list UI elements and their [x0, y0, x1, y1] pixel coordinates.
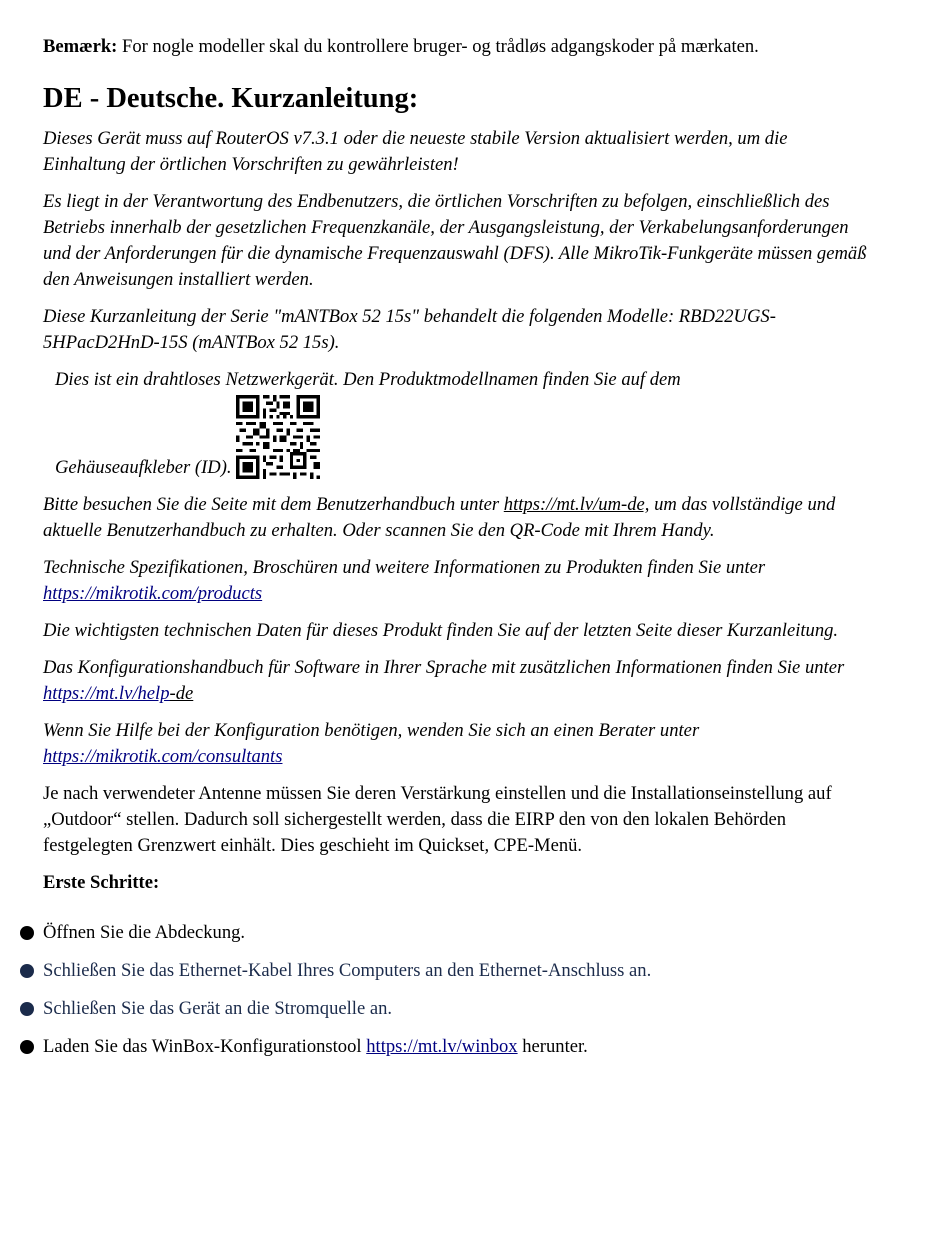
step-connect-ethernet: Schließen Sie das Ethernet-Kabel Ihres Computers an den Ethernet-Anschluss an. [43, 960, 652, 981]
list-item [43, 958, 873, 996]
paragraph-antenna-gain: Je nach verwendeter Antenne müssen Sie deren Verstärkung einstellen und die Installationseinstellung auf „Outdoor“ stellen. Dadurch soll sichergestellt werden, dass die EIRP den von den lokalen Behörden festgelegten Grenzwert einhält. Dies geschieht im Quickset, CPE-Menü. [43, 783, 832, 856]
section-heading: DE - Deutsche. Kurzanleitung: [43, 83, 419, 114]
note-label: Bemærk: [43, 36, 118, 57]
device-id-line-1: Dies ist ein drahtloses Netzwerkgerät. Den Produktmodellnamen finden Sie auf dem [55, 369, 681, 390]
paragraph-responsibility: Es liegt in der Verantwortung des Endbenutzers, die örtlichen Vorschriften zu befolgen, einschließlich des Betriebs innerhalb der gesetzlichen Frequenzkanäle, der Ausgangsleistung, der Verkabelungsanforderungen und der Anforderungen für die dynamische Frequenzauswahl (DFS). Alle MikroTik-Funkgeräte müssen gemäß den Anweisungen installiert werden. [43, 191, 867, 290]
step-download-text-end: herunter. [517, 1036, 588, 1057]
user-manual-text-end: um das vollständige und aktuelle Benutzerhandbuch zu erhalten. Oder scannen Sie den QR-Code mit Ihrem Handy. [43, 494, 836, 541]
list-item [43, 996, 873, 1034]
document-page [43, 34, 873, 1072]
list-item [43, 1034, 873, 1072]
first-steps-heading: Erste Schritte: [43, 872, 160, 893]
first-steps-list [43, 920, 873, 1072]
step-download-text: Laden Sie das WinBox-Konfigurationstool [43, 1036, 367, 1057]
consultants-text: Wenn Sie Hilfe bei der Konfiguration benötigen, wenden Sie sich an einen Berater unter [43, 720, 700, 741]
user-manual-link[interactable]: https://mt.lv/um-de, [503, 494, 650, 515]
note-paragraph [43, 34, 873, 60]
qr-code-icon [236, 395, 320, 479]
paragraph-consultants [43, 718, 873, 770]
device-id-line-2 [55, 395, 873, 481]
paragraph-device-id [43, 367, 873, 481]
user-manual-text: Bitte besuchen Sie die Seite mit dem Benutzerhandbuch unter [43, 494, 504, 515]
bullet-dot-icon [20, 926, 34, 940]
config-manual-text: Das Konfigurationshandbuch für Software in Ihrer Sprache mit zusätzlichen Informationen finden Sie unter [43, 657, 845, 678]
bullet-dot-icon [20, 1040, 34, 1054]
paragraph-models: Diese Kurzanleitung der Serie "mANTBox 52 15s" behandelt die folgenden Modelle: RBD22UGS-5HPacD2HnD-15S (mANTBox 52 15s). [43, 306, 776, 353]
consultants-link[interactable]: https://mikrotik.com/consultants [43, 746, 283, 767]
list-item [43, 920, 873, 958]
device-id-text: Gehäuseaufkleber (ID). [55, 457, 232, 478]
products-link[interactable]: https://mikrotik.com/products [43, 583, 263, 604]
specifications-text: Technische Spezifikationen, Broschüren und weitere Informationen zu Produkten finden Sie unter [43, 557, 766, 578]
paragraph-specifications [43, 555, 873, 607]
help-link[interactable]: https://mt.lv/help [43, 683, 170, 704]
paragraph-user-manual [43, 492, 873, 544]
paragraph-config-manual [43, 655, 873, 707]
bullet-dot-icon [20, 1002, 34, 1016]
help-link-suffix: -de [169, 683, 194, 704]
note-text: For nogle modeller skal du kontrollere bruger- og trådløs adgangskoder på mærkaten. [117, 36, 759, 57]
paragraph-tech-data: Die wichtigsten technischen Daten für dieses Produkt finden Sie auf der letzten Seite dieser Kurzanleitung. [43, 620, 839, 641]
bullet-dot-icon [20, 964, 34, 978]
paragraph-update-notice: Dieses Gerät muss auf RouterOS v7.3.1 oder die neueste stabile Version aktualisiert werden, um die Einhaltung der örtlichen Vorschriften zu gewährleisten! [43, 128, 788, 175]
step-connect-power: Schließen Sie das Gerät an die Stromquelle an. [43, 998, 393, 1019]
step-open-cover: Öffnen Sie die Abdeckung. [43, 922, 246, 943]
winbox-link[interactable]: https://mt.lv/winbox [366, 1036, 518, 1057]
